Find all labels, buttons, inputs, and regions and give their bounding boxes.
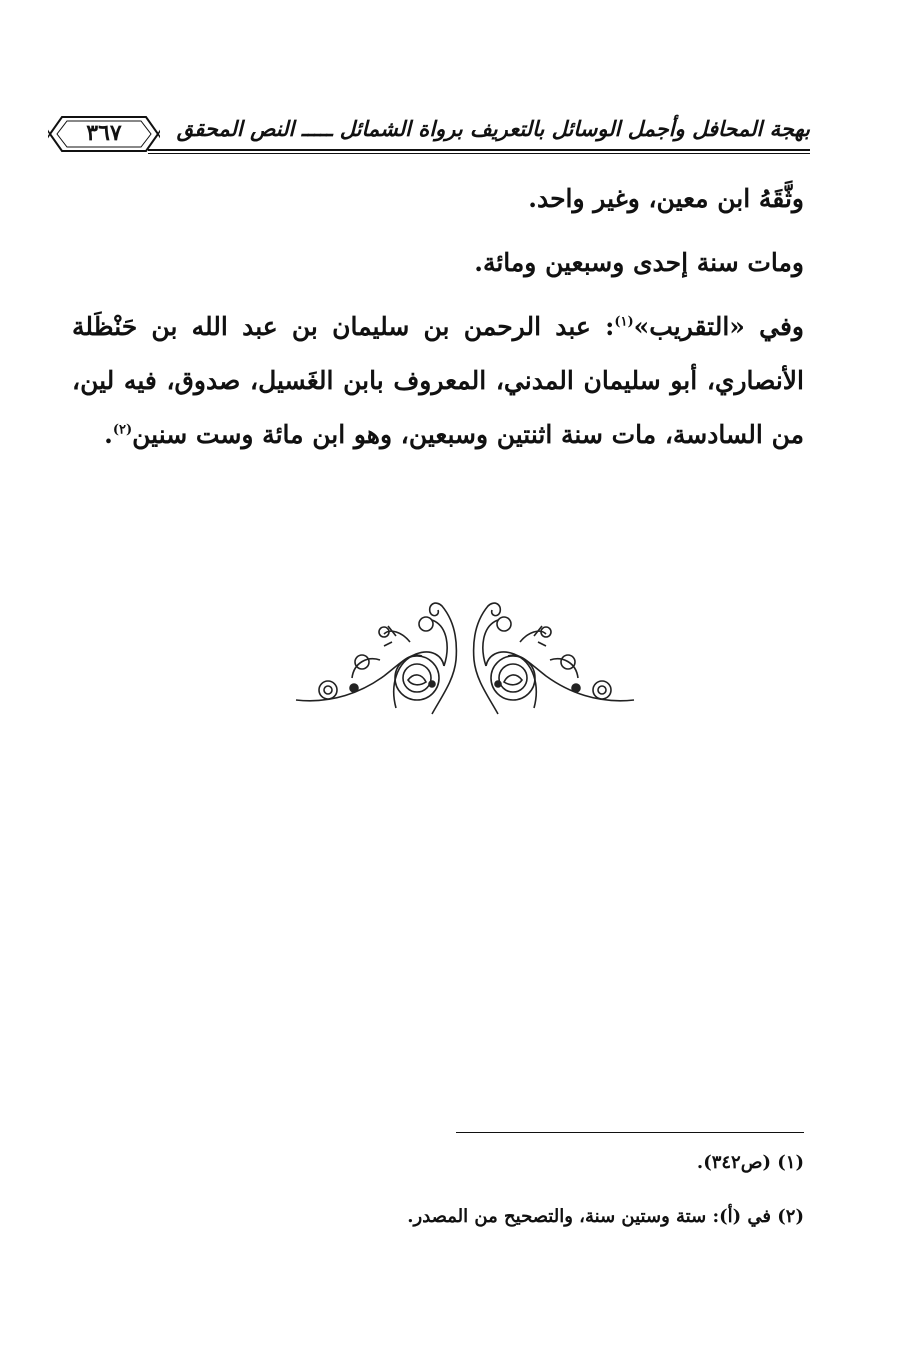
paragraph-3-text: : عبد الرحمن بن سليمان بن عبد الله بن حَنْظَلة الأنصاري، أبو سليمان المدني، المعروف بابن الغَسيل، صدوق، فيه لين، من السادسة، مات سنة اثنتين وسبعين، وهو ابن مائة وست سنين [72, 312, 804, 449]
footnote-marker-2[interactable]: (٢) [112, 422, 133, 438]
source-citation: وفي «التقريب» [633, 312, 804, 341]
paragraph-3 [72, 300, 804, 462]
page-number-badge [48, 114, 160, 154]
footnote-separator [456, 1132, 804, 1133]
page-number: ٣٦٧ [86, 120, 122, 146]
paragraph-3-end: . [104, 420, 113, 449]
paragraph-2: ومات سنة إحدى وسبعين ومائة. [474, 248, 804, 277]
floral-ornament-icon [292, 596, 638, 720]
footnote-marker-1[interactable]: (١) [614, 314, 634, 330]
footnote-2: (٢) في (أ): ستة وستين سنة، والتصحيح من المصدر. [407, 1206, 804, 1227]
header-rule-thin [148, 153, 810, 154]
header-title: بهجة المحافل وأجمل الوسائل بالتعريف برواة الشمائل ـــــ النص المحقق [176, 116, 810, 141]
footnote-1: (١) (ص٣٤٢). [696, 1152, 804, 1173]
header-rule [148, 149, 810, 151]
running-header [48, 108, 810, 154]
paragraph-1: وثَّقَهُ ابن معين، وغير واحد. [528, 184, 804, 213]
